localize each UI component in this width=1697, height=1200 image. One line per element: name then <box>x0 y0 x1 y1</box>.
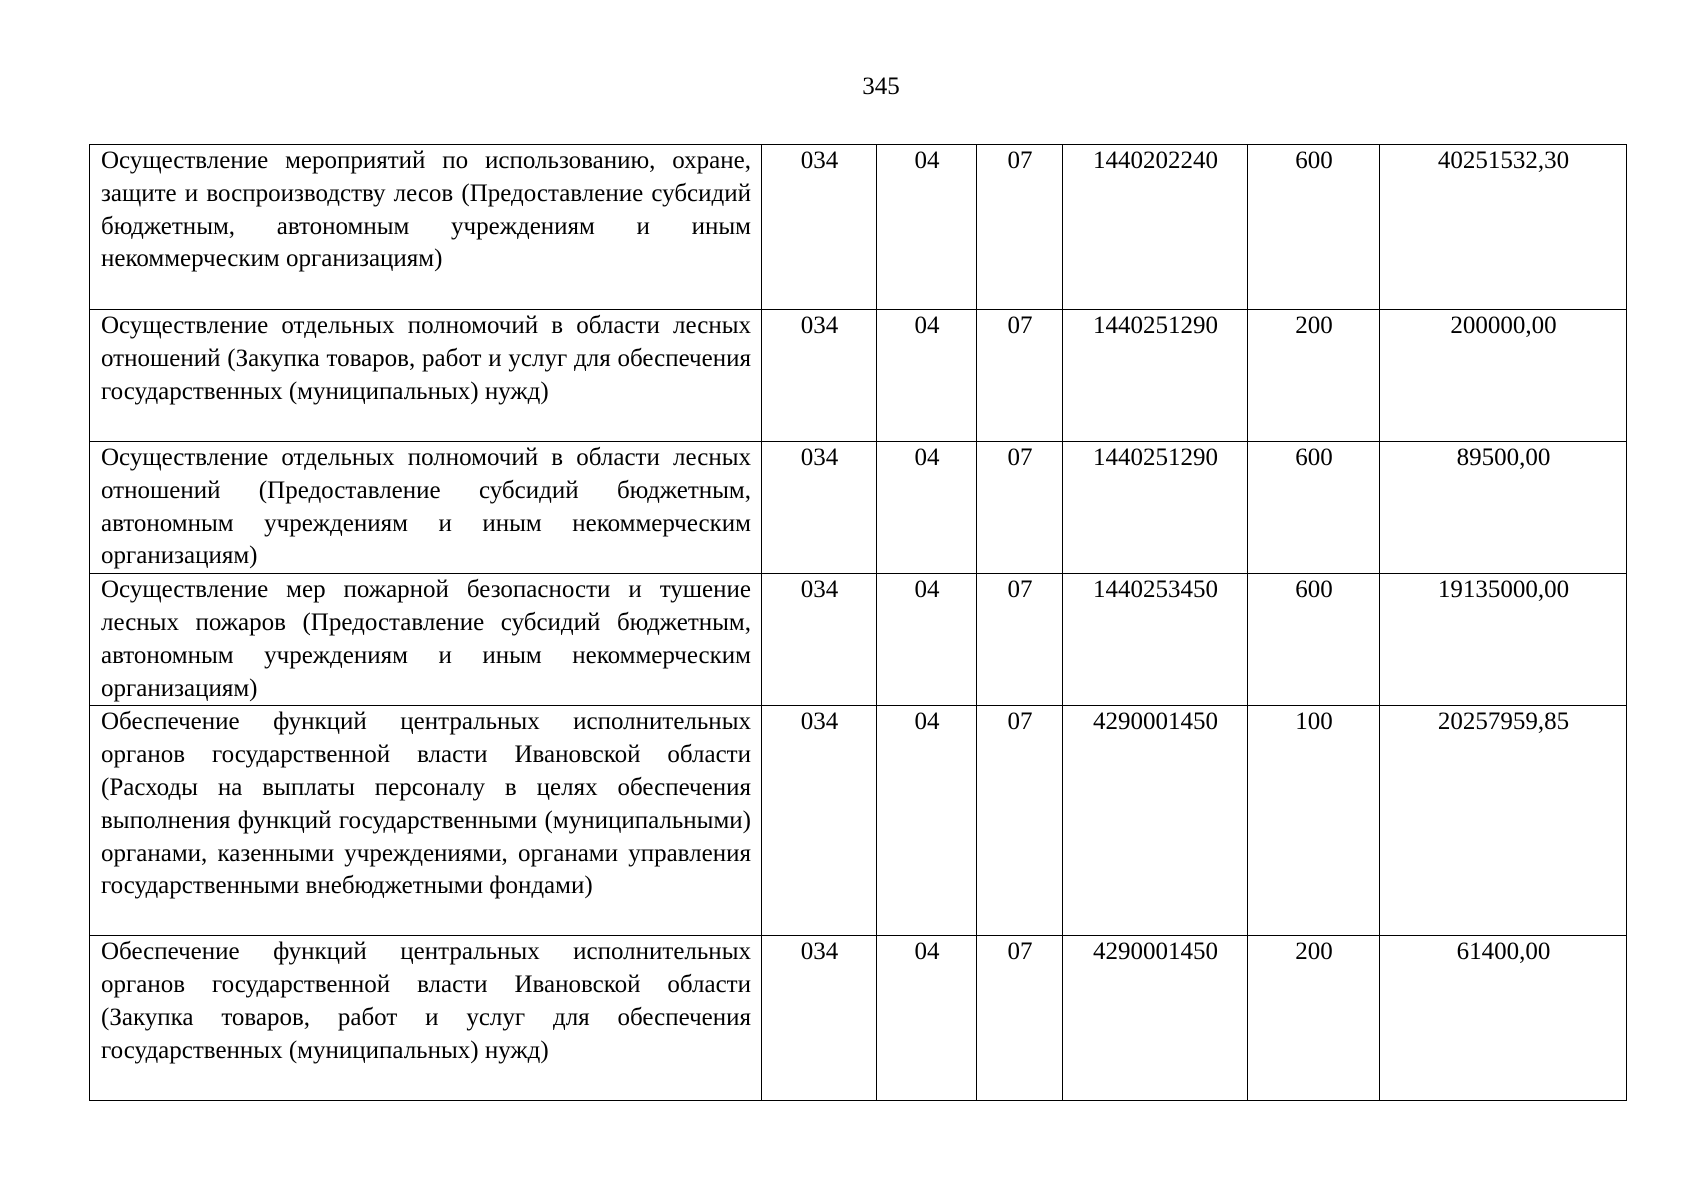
row-section: 04 <box>877 574 977 706</box>
row-subsection: 07 <box>977 442 1063 574</box>
row-section: 04 <box>877 706 977 936</box>
table-row <box>90 145 1627 310</box>
row-amount: 89500,00 <box>1380 442 1627 574</box>
row-admin-code: 034 <box>762 145 877 310</box>
row-subsection: 07 <box>977 936 1063 1101</box>
row-subsection: 07 <box>977 145 1063 310</box>
page-number: 345 <box>862 73 900 100</box>
table-row <box>90 442 1627 574</box>
row-amount: 200000,00 <box>1380 310 1627 442</box>
row-section: 04 <box>877 145 977 310</box>
table-row <box>90 310 1627 442</box>
row-subsection: 07 <box>977 706 1063 936</box>
row-admin-code: 034 <box>762 936 877 1101</box>
row-admin-code: 034 <box>762 706 877 936</box>
row-target-article: 1440251290 <box>1063 442 1248 574</box>
table-row <box>90 706 1627 936</box>
row-amount: 20257959,85 <box>1380 706 1627 936</box>
row-description: Обеспечение функций центральных исполнительных органов государственной власти Ивановской области (Расходы на выплаты персоналу в целях обеспечения выполнения функций государственными (муниципальными) органами, казенными учреждениями, органами управления государственными внебюджетными фондами) <box>90 706 762 936</box>
row-amount: 61400,00 <box>1380 936 1627 1101</box>
row-admin-code: 034 <box>762 310 877 442</box>
row-expense-type: 200 <box>1248 310 1380 442</box>
table-row <box>90 936 1627 1101</box>
row-target-article: 4290001450 <box>1063 936 1248 1101</box>
row-section: 04 <box>877 936 977 1101</box>
row-admin-code: 034 <box>762 574 877 706</box>
budget-table <box>89 144 1627 1101</box>
row-admin-code: 034 <box>762 442 877 574</box>
row-target-article: 1440202240 <box>1063 145 1248 310</box>
row-amount: 19135000,00 <box>1380 574 1627 706</box>
row-description: Осуществление отдельных полномочий в области лесных отношений (Закупка товаров, работ и услуг для обеспечения государственных (муниципальных) нужд) <box>90 310 762 442</box>
row-description: Обеспечение функций центральных исполнительных органов государственной власти Ивановской области (Закупка товаров, работ и услуг для обеспечения государственных (муниципальных) нужд) <box>90 936 762 1101</box>
row-subsection: 07 <box>977 574 1063 706</box>
row-expense-type: 600 <box>1248 145 1380 310</box>
row-description: Осуществление мер пожарной безопасности и тушение лесных пожаров (Предоставление субсидий бюджетным, автономным учреждениям и иным некоммерческим организациям) <box>90 574 762 706</box>
row-subsection: 07 <box>977 310 1063 442</box>
table-row <box>90 574 1627 706</box>
row-expense-type: 600 <box>1248 574 1380 706</box>
row-expense-type: 600 <box>1248 442 1380 574</box>
row-amount: 40251532,30 <box>1380 145 1627 310</box>
row-section: 04 <box>877 442 977 574</box>
row-target-article: 1440253450 <box>1063 574 1248 706</box>
row-expense-type: 200 <box>1248 936 1380 1101</box>
row-description: Осуществление отдельных полномочий в области лесных отношений (Предоставление субсидий бюджетным, автономным учреждениям и иным некоммерческим организациям) <box>90 442 762 574</box>
row-expense-type: 100 <box>1248 706 1380 936</box>
row-target-article: 1440251290 <box>1063 310 1248 442</box>
row-target-article: 4290001450 <box>1063 706 1248 936</box>
row-description: Осуществление мероприятий по использованию, охране, защите и воспроизводству лесов (Предоставление субсидий бюджетным, автономным учреждениям и иным некоммерческим организациям) <box>90 145 762 310</box>
row-section: 04 <box>877 310 977 442</box>
